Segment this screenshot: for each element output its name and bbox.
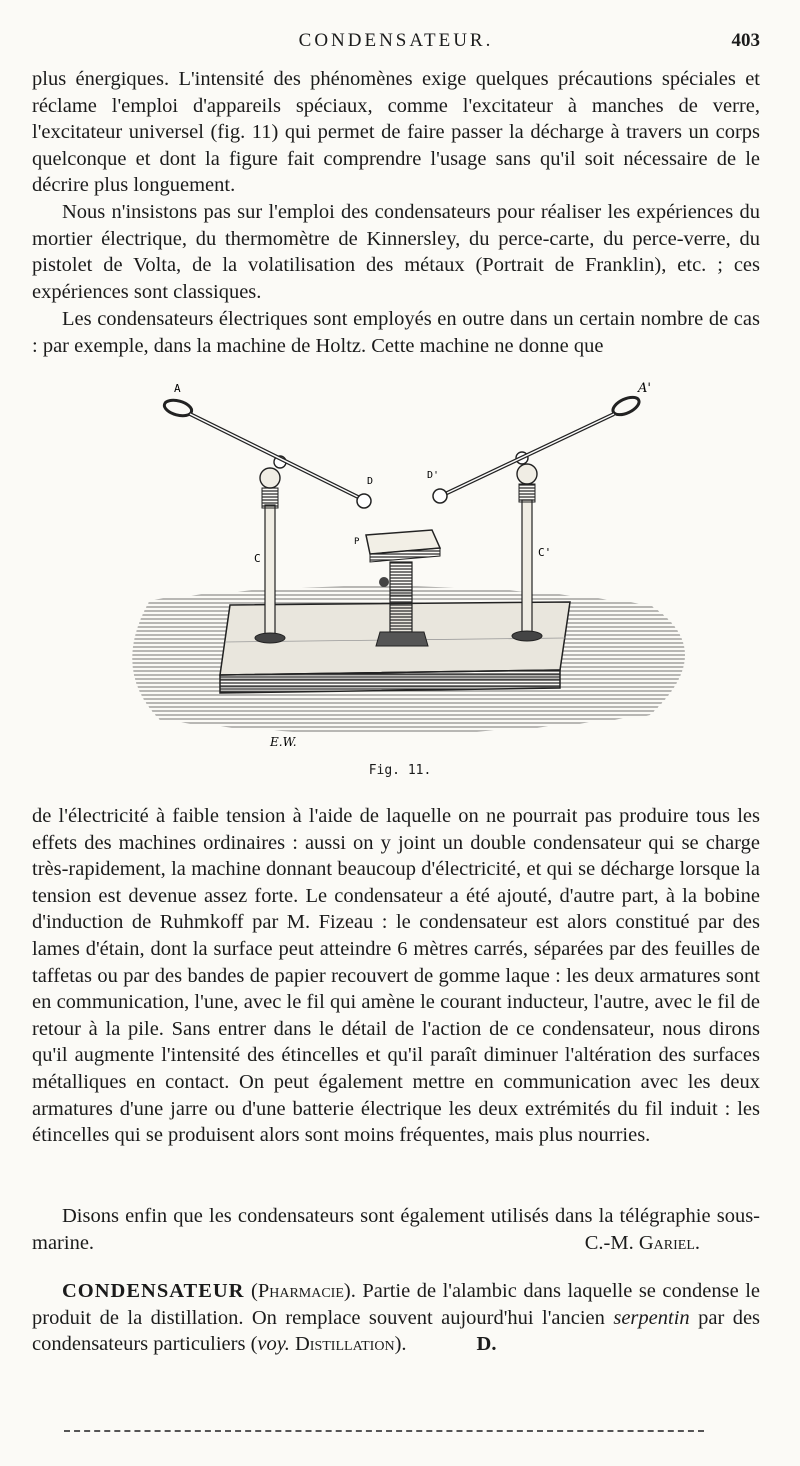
paragraph-5-text: Disons enfin que les condensateurs sont également utilisés dans la télégraphie sous-marine.	[32, 1205, 760, 1254]
entry-text-1: Partie de l'alambic dans laquelle se condense le produit de la distillation. On remplace souvent aujourd'hui l'ancien	[32, 1280, 761, 1329]
dictionary-entry	[32, 1278, 760, 1358]
entry-italic-word: serpentin	[613, 1306, 690, 1329]
label-A-prime: A'	[638, 381, 651, 396]
author-signature: C.-M. Gariel.	[584, 1231, 700, 1254]
paragraph-3: Les condensateurs électriques sont employés en outre dans un certain nombre de cas : par exemple, dans la machine de Holtz. Cette machine ne donne que	[32, 308, 760, 357]
entry-voy: voy.	[257, 1333, 290, 1356]
label-A: A	[174, 382, 181, 395]
label-C-prime: C'	[538, 546, 552, 559]
paragraph-4: de l'électricité à faible tension à l'aide de laquelle on ne pourrait pas produire tous les effets des machines ordinaires : aussi on y joint un double condensateur qui se charge très-rapidement, la machine donnant beaucoup d'électricité, et qui se décharge lorsque la tension est devenue assez forte. Le condensateur a été ajouté, d'autre part, à la bobine d'induction de Ruhmkoff par M. Fizeau : le condensateur est alors constitué par des lames d'étain, dont la surface peut atteindre 6 mètres carrés, séparées par des feuilles de taffetas ou par des bandes de papier recouvert de gomme laque : les deux armatures sont en communication, l'une, avec le fil qui amène le courant inducteur, l'autre, avec le fil de retour à la pile. Sans entrer dans le détail de l'action de ce condensateur, nous dirons qu'il augmente l'intensité des étincelles et qu'il paraît diminuer l'altération des surfaces métalliques en contact. On peut également mettre en communication avec les deux armatures d'une jarre ou d'une batterie électrique les deux extrémités du fil induit : les étincelles qui se produisent alors sont moins fréquentes, mais plus nourries.	[32, 805, 760, 1147]
footer-rule	[64, 1430, 704, 1432]
entry-category: (Pharmacie).	[251, 1280, 356, 1302]
entry-text-3: ).	[394, 1333, 407, 1356]
running-head-title: CONDENSATEUR.	[298, 30, 494, 51]
entry-crossref: Distillation	[295, 1333, 395, 1356]
label-D-prime: D'	[427, 470, 440, 481]
label-D: D	[367, 476, 374, 487]
paragraph-1: plus énergiques. L'intensité des phénomènes exige quelques précautions spéciales et réclame l'emploi d'appareils spéciaux, comme l'excitateur à manches de verre, l'excitateur universel (fig. 11) qui permet de faire passer la décharge à travers un corps quelconque et dont la figure fait comprendre l'usage sans qu'il soit nécessaire de le décrire plus longuement.	[32, 68, 760, 197]
page-number: 403	[731, 30, 760, 51]
paragraph-2: Nous n'insistons pas sur l'emploi des condensateurs pour réaliser les expériences du mortier électrique, du thermomètre de Kinnersley, du perce-carte, du perce-verre, du pistolet de Volta, de la volatilisation des métaux (Portrait de Franklin), etc. ; ces expériences sont classiques.	[32, 201, 760, 303]
engraver-signature: E.W.	[270, 735, 297, 749]
label-C: C	[254, 552, 261, 565]
paragraph-5	[32, 1203, 760, 1256]
right-arm	[433, 394, 642, 503]
entry-author-initial: D.	[476, 1333, 497, 1356]
label-P: P	[354, 537, 360, 547]
figure-universal-discharger	[0, 370, 800, 770]
entry-text-2: par des condensateurs particuliers (	[32, 1306, 761, 1356]
figure-caption: Fig. 11.	[368, 763, 432, 778]
entry-headword: CONDENSATEUR	[62, 1280, 245, 1302]
running-head	[32, 30, 760, 56]
